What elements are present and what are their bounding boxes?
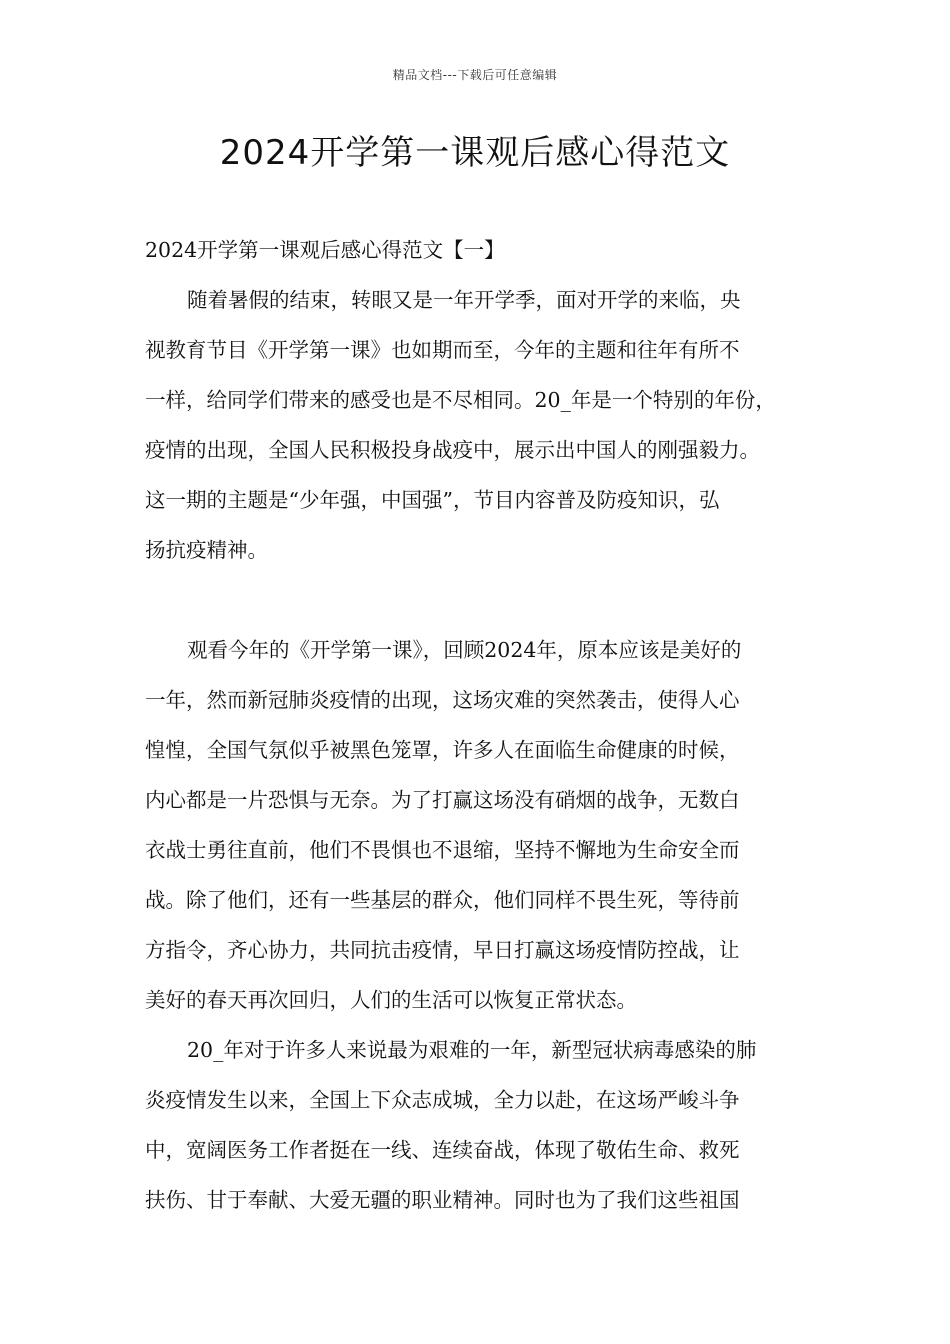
paragraph-1 xyxy=(145,275,810,575)
paragraph-line: 衣战士勇往直前，他们不畏惧也不退缩，坚持不懈地为生命安全而 xyxy=(145,838,740,862)
paragraph-2 xyxy=(145,625,810,1025)
paragraph-line: 随着暑假的结束，转眼又是一年开学季，面对开学的来临，央 xyxy=(187,288,741,312)
paragraph-line: 扬抗疫精神。 xyxy=(145,538,268,562)
paragraph-line: 战。除了他们，还有一些基层的群众，他们同样不畏生死，等待前 xyxy=(145,888,740,912)
paragraph-line: 20_年对于许多人来说最为艰难的一年，新型冠状病毒感染的肺 xyxy=(187,1038,757,1062)
paragraph-line: 一样，给同学们带来的感受也是不尽相同。20_年是一个特别的年份， xyxy=(145,388,776,412)
paragraph-line: 观看今年的《开学第一课》，回顾2024年，原本应该是美好的 xyxy=(187,638,742,662)
paragraph-line: 中，宽阔医务工作者挺在一线、连续奋战，体现了敬佑生命、救死 xyxy=(145,1138,740,1162)
paragraph-3 xyxy=(145,1025,810,1225)
section-heading: 2024开学第一课观后感心得范文【一】 xyxy=(145,238,505,262)
paragraph-line: 视教育节目《开学第一课》也如期而至，今年的主题和往年有所不 xyxy=(145,338,740,362)
paragraph-line: 这一期的主题是“少年强，中国强”，节目内容普及防疫知识，弘 xyxy=(145,488,720,512)
paragraph-line: 一年，然而新冠肺炎疫情的出现，这场灾难的突然袭击，使得人心 xyxy=(145,688,740,712)
paragraph-line: 扶伤、甘于奉献、大爱无疆的职业精神。同时也为了我们这些祖国 xyxy=(145,1188,740,1212)
document-title: 2024开学第一课观后感心得范文 xyxy=(219,133,731,173)
paragraph-line: 美好的春天再次回归，人们的生活可以恢复正常状态。 xyxy=(145,988,637,1012)
paragraph-line: 方指令，齐心协力，共同抗击疫情，早日打赢这场疫情防控战，让 xyxy=(145,938,740,962)
paragraph-line: 惶惶，全国气氛似乎被黑色笼罩，许多人在面临生命健康的时候， xyxy=(145,738,740,762)
paragraph-line: 疫情的出现，全国人民积极投身战疫中，展示出中国人的刚强毅力。 xyxy=(145,438,760,462)
paragraph-line: 炎疫情发生以来，全国上下众志成城，全力以赴，在这场严峻斗争 xyxy=(145,1088,740,1112)
paragraph-line: 内心都是一片恐惧与无奈。为了打赢这场没有硝烟的战争，无数白 xyxy=(145,788,740,812)
header-note: 精品文档---下载后可任意编辑 xyxy=(392,68,558,82)
